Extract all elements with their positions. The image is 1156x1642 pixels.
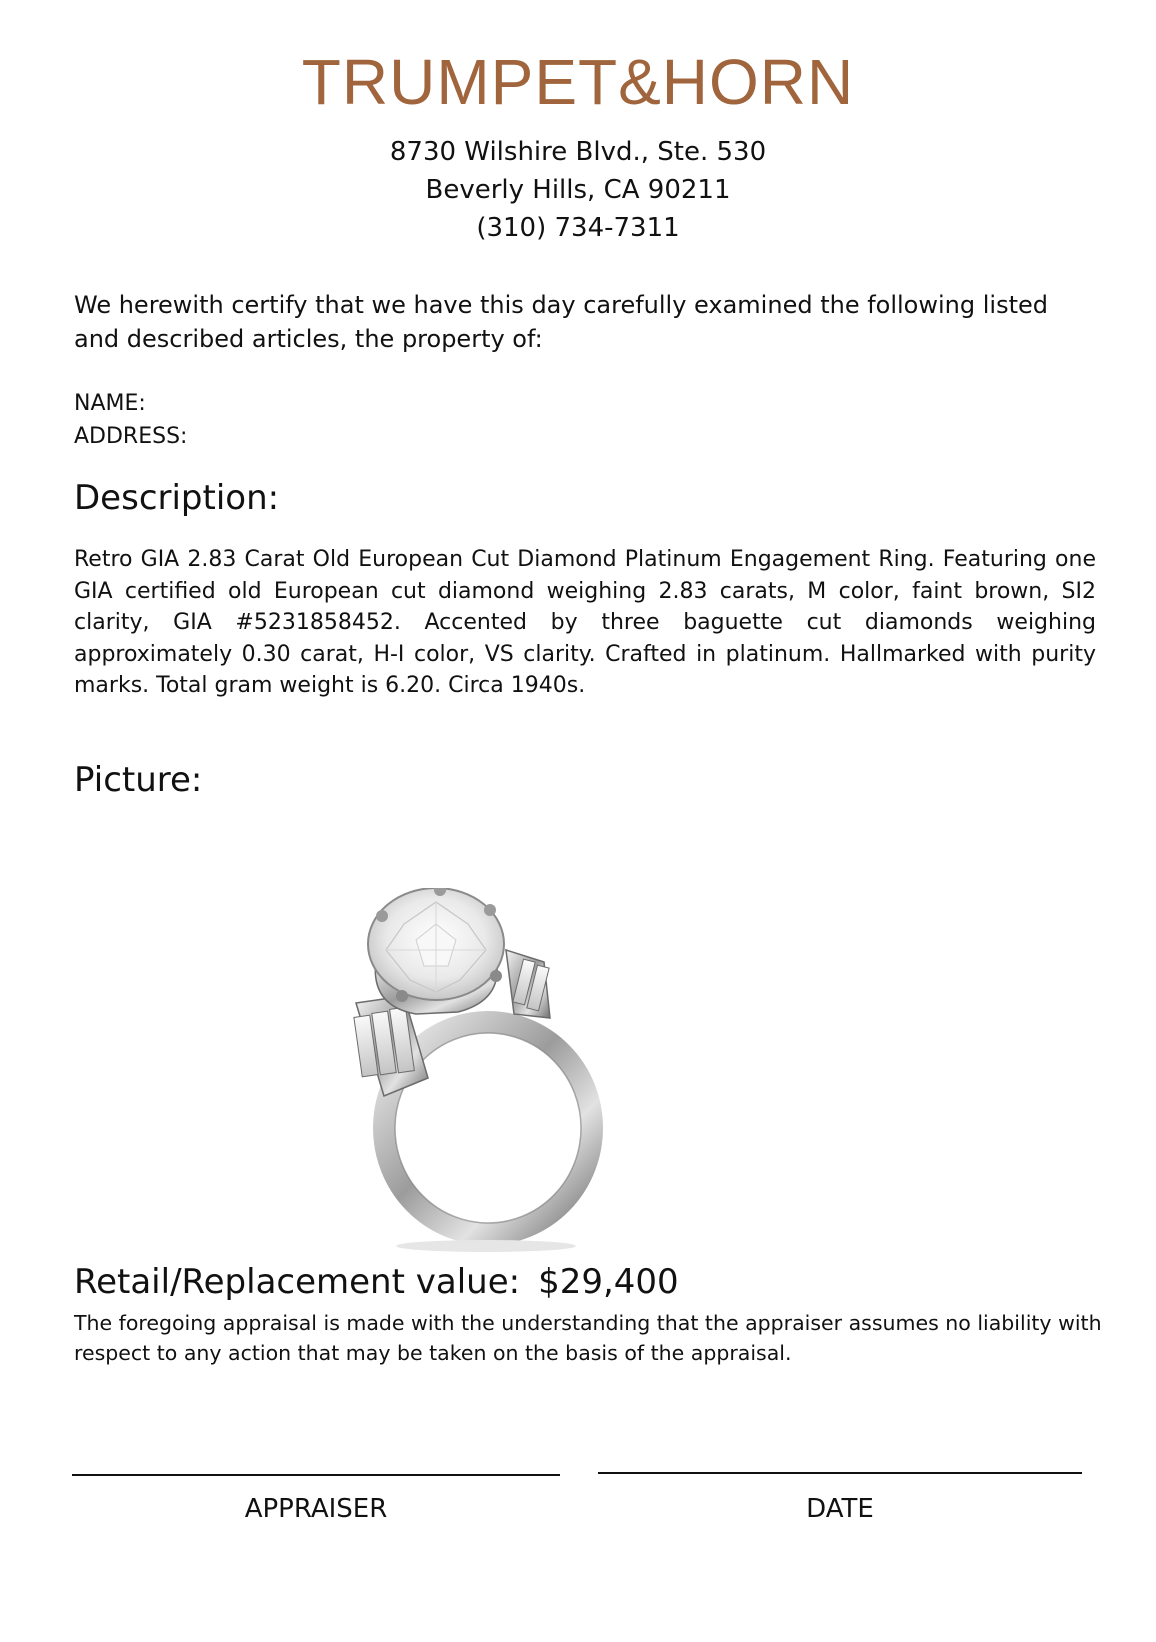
picture-heading: Picture: [74,760,203,800]
name-label: NAME: [74,391,146,416]
phone-number: (310) 734-7311 [476,213,680,243]
value-row [74,1262,679,1302]
disclaimer-text: The foregoing appraisal is made with the understanding that the appraiser assumes no liability with respect to any action that may be taken on the basis of the appraisal. [74,1311,1102,1365]
address-street: 8730 Wilshire Blvd., Ste. 530 [389,137,767,167]
date-signature-line [598,1472,1082,1474]
description-heading: Description: [74,478,280,518]
address-label: ADDRESS: [74,424,188,449]
ring-image [336,888,622,1254]
value-amount: $29,400 [538,1262,679,1302]
value-label: Retail/Replacement value: [74,1262,521,1302]
description-text: Retro GIA 2.83 Carat Old European Cut Diamond Platinum Engagement Ring. Featuring one GIA certified old European cut diamond weighing 2.83 carats, M color, faint brown, SI2 clarity, GIA #5231858452. Accented by three baguette cut diamonds weighing approximately 0.30 carat, H-I color, VS clarity. Crafted in platinum. Hallmarked with purity marks. Total gram weight is 6.20. Circa 1940s. [74,547,1096,698]
brand-logo: TRUMPET&HORN [301,46,855,118]
certification-statement: We herewith certify that we have this day carefully examined the following listed and described articles, the property of: [74,291,1048,353]
date-label: DATE [806,1494,874,1524]
appraiser-signature-line [72,1474,560,1476]
address-city: Beverly Hills, CA 90211 [425,175,731,205]
address-block [0,133,1156,247]
owner-fields [74,387,187,453]
appraiser-label: APPRAISER [244,1494,388,1524]
